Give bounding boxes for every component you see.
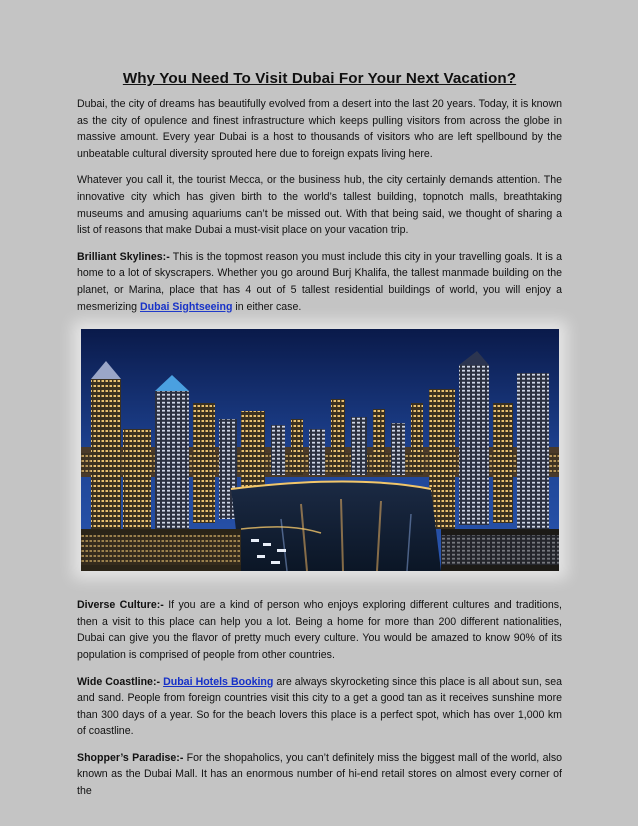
skylines-text-end: in either case. <box>232 300 302 313</box>
coastline-paragraph <box>77 674 562 740</box>
shopping-paragraph <box>77 750 562 800</box>
coastline-heading: Wide Coastline:- <box>77 675 161 688</box>
culture-text: If you are a kind of person who enjoys exploring different cultures and traditions, then a visit to this place can help you a lot. Being a home for more than 200 different nationalities, Dubai can give you the flavor of pretty much every culture. You would be amazed to know 90% of its population is comprised of people from other countries. <box>77 599 562 661</box>
page-title: Why You Need To Visit Dubai For Your Next Vacation? <box>122 70 517 87</box>
skylines-text: This is the topmost reason you must include this city in your travelling goals. It is a home to a lot of skyscrapers. Whether you go around Burj Khalifa, the tallest manmade building on the planet, or Marina, place that has 4 out of 5 tallest residential buildings of world, you will enjoy a mesmerizing <box>77 250 562 313</box>
skylines-paragraph <box>77 249 562 315</box>
culture-paragraph <box>77 597 562 663</box>
dubai-marina-night-photo <box>81 329 559 571</box>
shopping-text: For the shopaholics, you can’t definitely miss the biggest mall of the world, also known as the Dubai Mall. It has an enormous number of hi-end retail stores on almost every corner of the <box>77 751 563 798</box>
shopping-heading: Shopper’s Paradise:- <box>77 751 184 764</box>
intro-paragraph-2: Whatever you call it, the tourist Mecca, or the business hub, the city certainly demands attention. The innovative city which has given birth to the world’s tallest building, topnotch malls, breathtaking museums and amusing aquariums can’t be missed out. With that being said, we thought of sharing a list of reasons that make Dubai a must-visit place on your vacation trip. <box>77 174 562 237</box>
dubai-sightseeing-link[interactable]: Dubai Sightseeing <box>140 300 233 313</box>
culture-heading: Diverse Culture:- <box>77 599 164 612</box>
skylines-heading: Brilliant Skylines:- <box>77 250 170 263</box>
coastline-text: are always skyrocketing since this place is all about sun, sea and sand. People from foreign countries visit this city to a get a good tan as it receives sunshine more than 300 days of a year. So for the beach lovers this place is a perfect spot, which has over 1,000 km of coastline. <box>77 675 562 738</box>
intro-paragraph-1: Dubai, the city of dreams has beautifully evolved from a desert into the last 20 years. Today, it is known as the city of opulence and finest infrastructure which keeps pulling visitors from across the globe in massive amount. Every year Dubai is a host to thousands of visitors who are left spellbound by the unbeatable cultural diversity sprouted here due to foreign expats living here. <box>77 98 562 160</box>
dubai-hotels-booking-link[interactable]: Dubai Hotels Booking <box>163 675 274 688</box>
photo-container <box>77 329 562 571</box>
